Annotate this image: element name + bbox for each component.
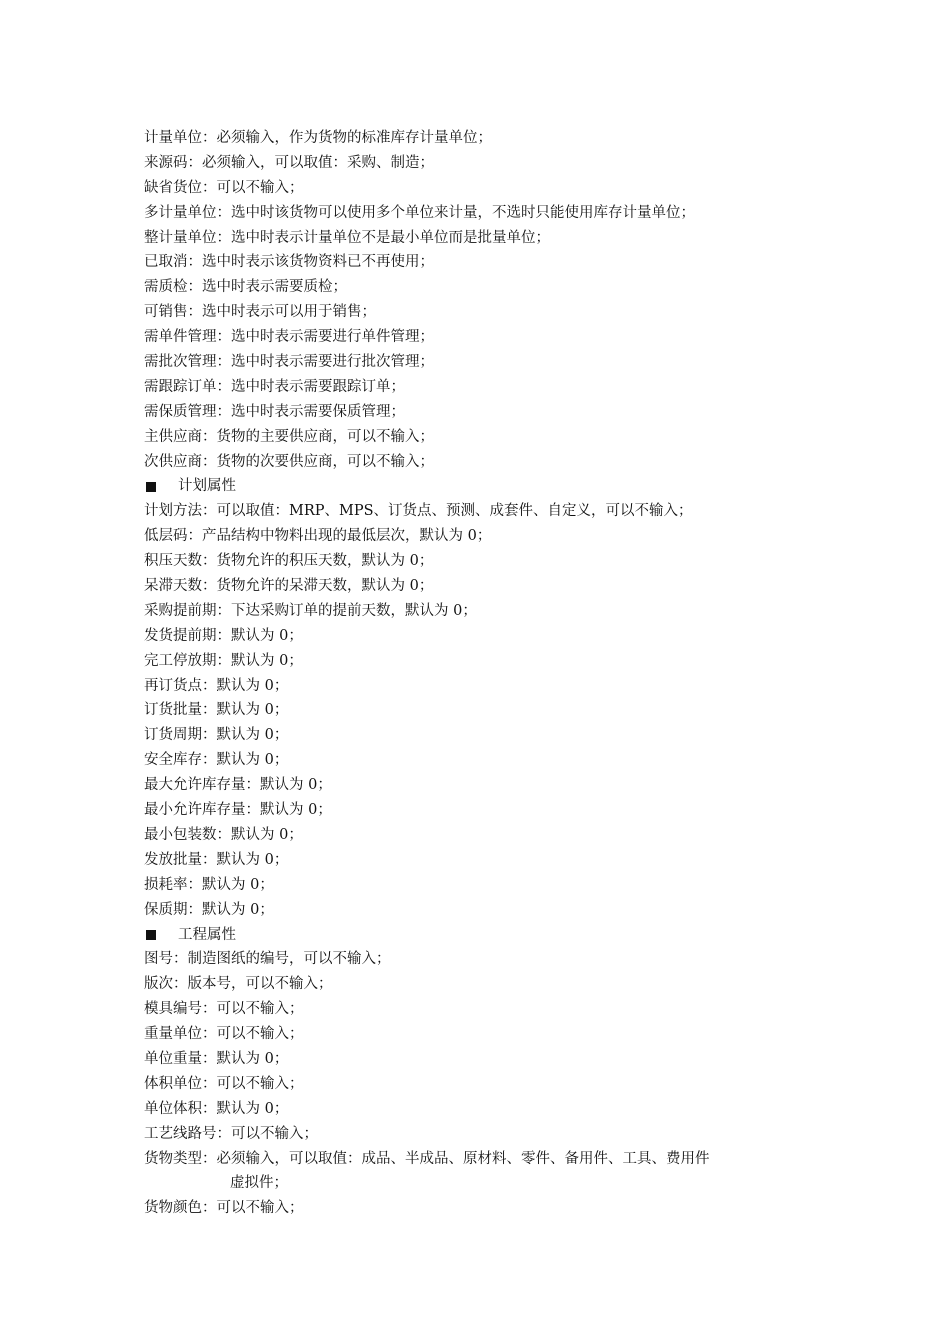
section-heading-label: 计划属性 xyxy=(178,478,236,495)
text-line: 重量单位：可以不输入； xyxy=(144,1026,304,1043)
text-line: 完工停放期：默认为 0； xyxy=(144,652,303,669)
text-line: 已取消：选中时表示该货物资料已不再使用； xyxy=(144,254,434,271)
section-heading-label: 工程属性 xyxy=(178,926,236,943)
text-line: 安全库存：默认为 0； xyxy=(144,752,289,769)
text-line: 货物类型：必须输入，可以取值：成品、半成品、原材料、零件、备用件、工具、费用件 xyxy=(144,1150,710,1167)
text-line: 需批次管理：选中时表示需要进行批次管理； xyxy=(144,354,434,371)
text-line: 主供应商：货物的主要供应商，可以不输入； xyxy=(144,428,434,445)
text-line: 保质期：默认为 0； xyxy=(144,901,274,918)
text-line: 单位重量：默认为 0； xyxy=(144,1050,289,1067)
text-line: 呆滞天数：货物允许的呆滞天数，默认为 0； xyxy=(144,578,434,595)
text-line: 需质检：选中时表示需要质检； xyxy=(144,279,347,296)
text-line: 损耗率：默认为 0； xyxy=(144,876,274,893)
text-line: 工艺线路号：可以不输入； xyxy=(144,1125,318,1142)
text-line: 计量单位：必须输入，作为货物的标准库存计量单位； xyxy=(144,130,492,146)
text-line: 最大允许库存量：默认为 0； xyxy=(144,777,332,794)
text-line: 可销售：选中时表示可以用于销售； xyxy=(144,304,376,321)
section-heading-engineering xyxy=(144,923,834,948)
text-line: 模具编号：可以不输入； xyxy=(144,1001,304,1018)
section-heading-plan xyxy=(144,474,834,499)
text-line: 订货周期：默认为 0； xyxy=(144,727,289,744)
text-line: 最小允许库存量：默认为 0； xyxy=(144,802,332,819)
text-line: 发放批量：默认为 0； xyxy=(144,851,289,868)
text-line: 次供应商：货物的次要供应商，可以不输入； xyxy=(144,453,434,470)
text-line: 再订货点：默认为 0； xyxy=(144,677,289,694)
text-line: 需跟踪订单：选中时表示需要跟踪订单； xyxy=(144,378,405,395)
text-line: 整计量单位：选中时表示计量单位不是最小单位而是批量单位； xyxy=(144,229,550,246)
text-line-continuation: 虚拟件； xyxy=(230,1175,288,1192)
document-body xyxy=(144,126,834,1221)
text-line: 缺省货位：可以不输入； xyxy=(144,179,304,196)
square-bullet-icon xyxy=(146,482,156,492)
text-line: 单位体积：默认为 0； xyxy=(144,1100,289,1117)
text-line: 最小包装数：默认为 0； xyxy=(144,826,303,843)
text-line: 低层码：产品结构中物料出现的最低层次，默认为 0； xyxy=(144,528,492,545)
text-line: 发货提前期：默认为 0； xyxy=(144,627,303,644)
text-line: 来源码：必须输入，可以取值：采购、制造； xyxy=(144,154,434,171)
text-line: 需保质管理：选中时表示需要保质管理； xyxy=(144,403,405,420)
text-line: 订货批量：默认为 0； xyxy=(144,702,289,719)
text-line: 多计量单位：选中时该货物可以使用多个单位来计量，不选时只能使用库存计量单位； xyxy=(144,204,695,221)
text-line: 版次：版本号，可以不输入； xyxy=(144,976,333,993)
text-line: 积压天数：货物允许的积压天数，默认为 0； xyxy=(144,553,434,570)
text-line: 图号：制造图纸的编号，可以不输入； xyxy=(144,951,391,968)
square-bullet-icon xyxy=(146,930,156,940)
text-line: 采购提前期：下达采购订单的提前天数，默认为 0； xyxy=(144,602,477,619)
text-line: 需单件管理：选中时表示需要进行单件管理； xyxy=(144,329,434,346)
text-line: 货物颜色：可以不输入； xyxy=(144,1200,304,1217)
text-line: 体积单位：可以不输入； xyxy=(144,1075,304,1092)
text-line: 计划方法：可以取值：MRP、MPS、订货点、预测、成套件、自定义，可以不输入； xyxy=(144,503,693,520)
